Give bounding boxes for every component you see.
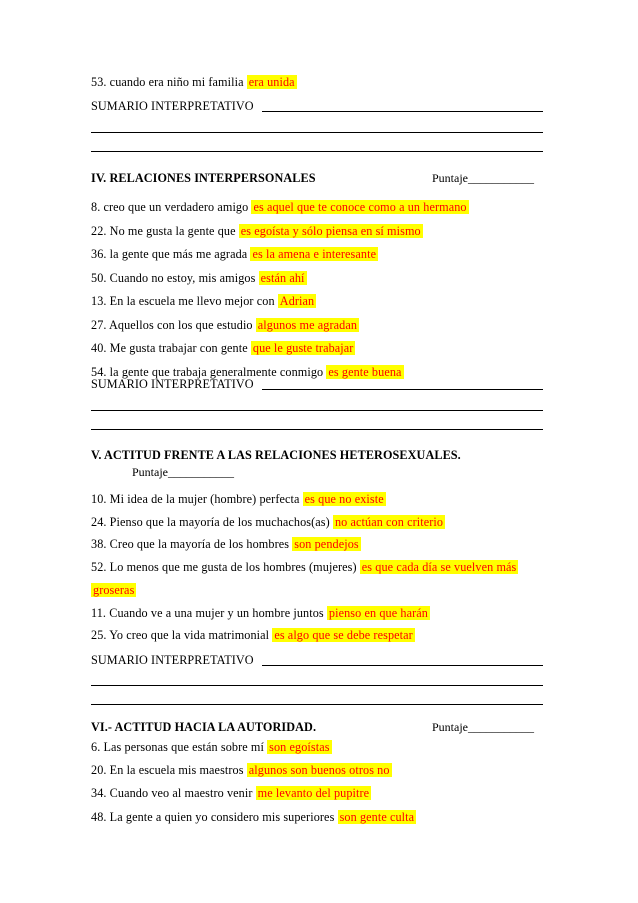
item-text: 40. Me gusta trabajar con gente [91, 341, 251, 355]
item-text: 22. No me gusta la gente que [91, 223, 239, 238]
answer-rule [91, 685, 543, 686]
item-answer: es egoísta y sólo piensa en sí mismo [240, 223, 421, 238]
list-item [91, 223, 543, 239]
item-answer: es aquel que te conoce como a un hermano [253, 200, 467, 214]
item-text: 48. La gente a quien yo considero mis superiores [91, 809, 338, 824]
list-item [91, 536, 543, 552]
item-answer: es gente buena [328, 364, 402, 379]
list-item [91, 491, 543, 507]
list-item [91, 246, 543, 262]
item-answer: son egoístas [269, 740, 330, 754]
section-title: IV. RELACIONES INTERPERSONALES [91, 171, 316, 185]
item-answer: no actúan con criterio [334, 514, 444, 529]
section-vi-score: Puntaje___________ [432, 720, 534, 734]
item-answer: pienso en que harán [328, 605, 428, 620]
summary-fill-line [262, 665, 543, 666]
section-v-score: Puntaje___________ [132, 465, 234, 479]
summary-fill-line [262, 111, 543, 112]
answer-rule [91, 704, 543, 705]
list-item [91, 582, 543, 598]
item-text: 36. la gente que más me agrada [91, 247, 251, 261]
item-answer: algunos son buenos otros no [248, 763, 390, 778]
section-title: VI.- ACTITUD HACIA LA AUTORIDAD. [91, 720, 317, 734]
item-answer: que le guste trabajar [252, 341, 354, 355]
item-text: 54. la gente que trabaja generalmente conmigo [91, 364, 327, 379]
item-answer: es que no existe [304, 492, 384, 506]
item-answer: están ahí [260, 270, 305, 285]
answer-rule [91, 151, 543, 152]
list-item [91, 809, 543, 825]
item-answer: groseras [93, 582, 135, 597]
summary-fill-line [262, 389, 543, 390]
item-text: 24. Pienso que la mayoría de los muchachos(as) [91, 514, 333, 529]
answer-rule [91, 410, 543, 411]
section-v-title [91, 447, 543, 463]
item-answer: Adrian [279, 294, 315, 308]
answer-rule [91, 429, 543, 430]
list-item [91, 785, 543, 801]
item-answer: son pendejos [294, 537, 359, 552]
list-item [91, 559, 543, 575]
item-text: 10. Mi idea de la mujer (hombre) perfecta [91, 492, 303, 506]
item-text: 11. Cuando ve a una mujer y un hombre juntos [91, 605, 327, 620]
summary-label: SUMARIO INTERPRETATIVO [91, 99, 254, 113]
item-text: 52. Lo menos que me gusta de los hombres (mujeres) [91, 560, 360, 575]
item-text: 38. Creo que la mayoría de los hombres [91, 537, 293, 552]
item-53 [91, 74, 543, 90]
list-item [91, 605, 543, 621]
list-item [91, 514, 543, 530]
item-text: 20. En la escuela mis maestros [91, 763, 247, 778]
list-item [91, 270, 543, 286]
item-answer: es algo que se debe respetar [274, 628, 413, 643]
list-item [91, 199, 543, 215]
item-text: 13. En la escuela me llevo mejor con [91, 294, 278, 308]
summary-label: SUMARIO INTERPRETATIVO [91, 653, 254, 667]
list-item [91, 317, 543, 333]
section-iv-score: Puntaje___________ [432, 171, 534, 185]
item-text: 34. Cuando veo al maestro venir [91, 786, 256, 801]
section-title: V. ACTITUD FRENTE A LAS RELACIONES HETEROSEXUALES. [91, 448, 461, 462]
item-answer: es la amena e interesante [252, 247, 377, 261]
list-item [91, 627, 543, 643]
item-answer: es que cada día se vuelven más [361, 560, 517, 575]
item-text: 53. cuando era niño mi familia [91, 75, 247, 89]
answer-rule [91, 132, 543, 133]
item-text: 6. Las personas que están sobre mí [91, 740, 268, 754]
item-answer: algunos me agradan [257, 317, 358, 332]
item-text: 8. creo que un verdadero amigo [91, 200, 252, 214]
list-item [91, 340, 543, 356]
item-text: 25. Yo creo que la vida matrimonial [91, 628, 273, 643]
item-text: 50. Cuando no estoy, mis amigos [91, 270, 259, 285]
item-answer: son gente culta [339, 809, 415, 824]
item-text: 27. Aquellos con los que estudio [91, 317, 256, 332]
item-answer: era unida [248, 75, 295, 89]
item-answer: me levanto del pupitre [257, 786, 370, 801]
list-item [91, 762, 543, 778]
list-item [91, 293, 543, 309]
list-item [91, 739, 543, 755]
summary-label: SUMARIO INTERPRETATIVO [91, 377, 254, 391]
